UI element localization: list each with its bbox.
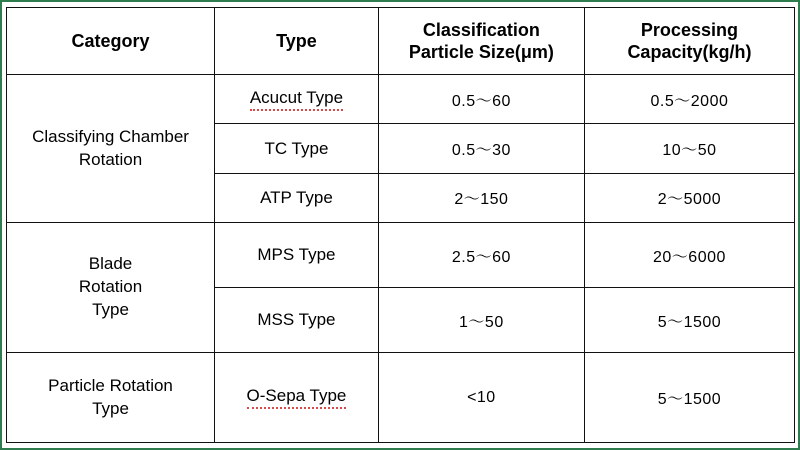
table-row: [7, 353, 795, 443]
category-line1: Particle Rotation: [48, 375, 173, 395]
processing-capacity-cell: 2〜5000: [584, 173, 794, 222]
header-size-line1: Classification: [422, 19, 540, 40]
table-row: [7, 75, 795, 124]
category-cell-blade-rotation-type: [7, 223, 215, 353]
processing-capacity-cell: 5〜1500: [584, 353, 794, 443]
type-label: O-Sepa Type: [247, 386, 347, 409]
category-cell-particle-rotation-type: [7, 353, 215, 443]
category-line2: Type: [92, 398, 129, 418]
header-size-line2: Particle Size(μm): [408, 42, 554, 62]
type-cell: ATP Type: [215, 173, 379, 222]
particle-size-cell: 2〜150: [378, 173, 584, 222]
header-capacity-line2: Capacity(kg/h): [627, 42, 752, 62]
column-header-type: Type: [215, 8, 379, 75]
category-line1: Classifying Chamber: [32, 126, 189, 146]
particle-size-cell: 0.5〜60: [378, 75, 584, 124]
particle-size-cell: <10: [378, 353, 584, 443]
type-cell: [215, 353, 379, 443]
type-label: Acucut Type: [250, 88, 343, 111]
category-cell-classifying-chamber-rotation: [7, 75, 215, 223]
table-header: [7, 8, 795, 75]
table-row: [7, 223, 795, 288]
category-line2: Rotation: [78, 149, 143, 169]
category-line3: Type: [92, 300, 129, 320]
type-cell: [215, 75, 379, 124]
type-cell: TC Type: [215, 124, 379, 173]
column-header-classification-particle-size: [378, 8, 584, 75]
processing-capacity-cell: 10〜50: [584, 124, 794, 173]
column-header-processing-capacity: [584, 8, 794, 75]
particle-size-cell: 1〜50: [378, 288, 584, 353]
type-cell: MPS Type: [215, 223, 379, 288]
processing-capacity-cell: 0.5〜2000: [584, 75, 794, 124]
header-row: [7, 8, 795, 75]
category-line2: Rotation: [78, 277, 143, 297]
processing-capacity-cell: 20〜6000: [584, 223, 794, 288]
header-capacity-line1: Processing: [640, 19, 738, 40]
type-cell: MSS Type: [215, 288, 379, 353]
processing-capacity-cell: 5〜1500: [584, 288, 794, 353]
table-body: [7, 75, 795, 443]
category-line1: Blade: [88, 254, 133, 274]
specification-table: [6, 7, 795, 443]
particle-size-cell: 0.5〜30: [378, 124, 584, 173]
particle-size-cell: 2.5〜60: [378, 223, 584, 288]
column-header-category: Category: [7, 8, 215, 75]
